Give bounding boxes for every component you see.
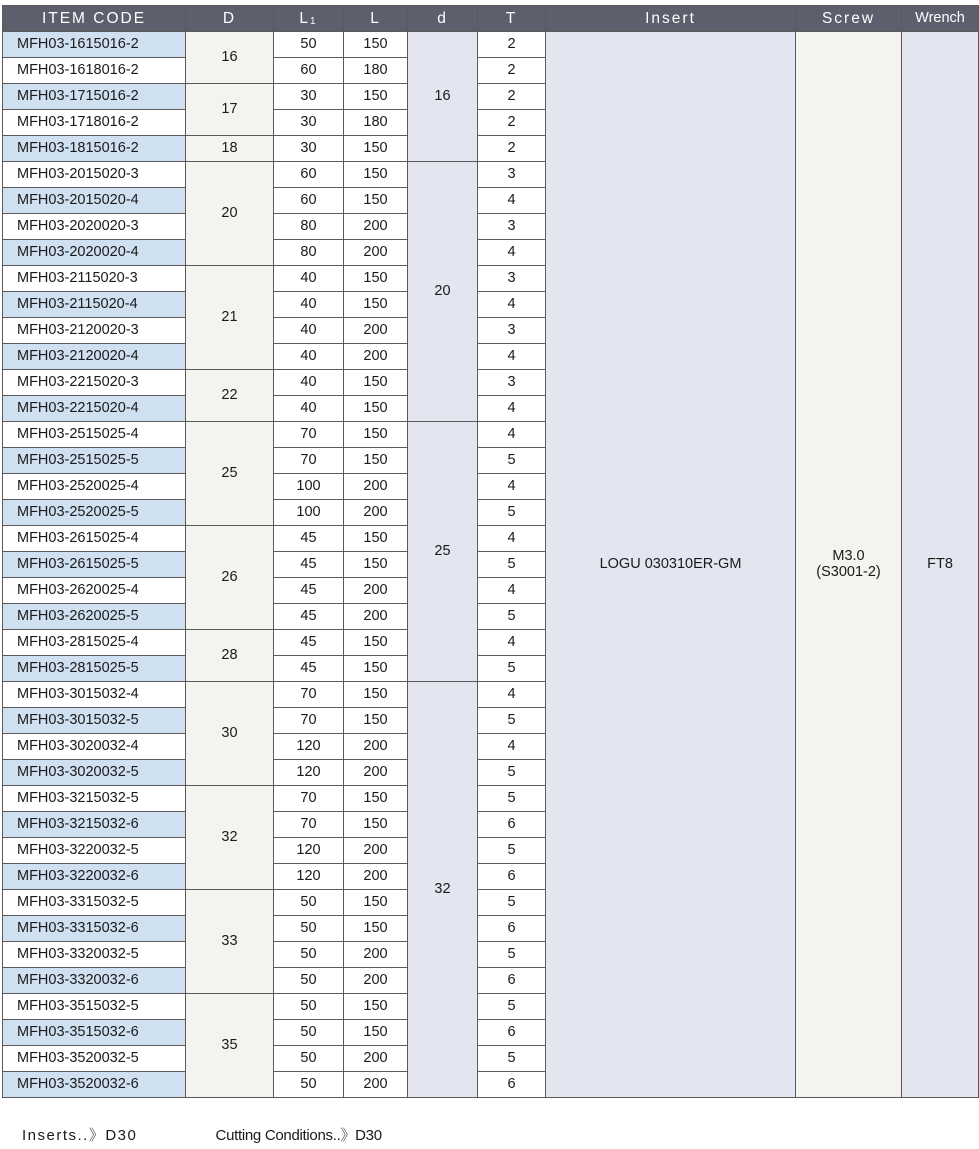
item-code-cell: MFH03-3215032-6: [3, 812, 186, 838]
teeth-T-cell: 4: [478, 630, 546, 656]
teeth-T-cell: 5: [478, 708, 546, 734]
teeth-T-cell: 3: [478, 214, 546, 240]
length-L1-cell: 60: [274, 58, 344, 84]
length-L-cell: 200: [344, 214, 408, 240]
diameter-D-cell: 28: [186, 630, 274, 682]
item-code-cell: MFH03-3320032-5: [3, 942, 186, 968]
teeth-T-cell: 4: [478, 292, 546, 318]
header-L: L: [344, 6, 408, 32]
spec-table: [2, 5, 979, 1098]
teeth-T-cell: 2: [478, 136, 546, 162]
length-L1-cell: 100: [274, 474, 344, 500]
length-L1-cell: 40: [274, 318, 344, 344]
length-L-cell: 150: [344, 162, 408, 188]
length-L-cell: 200: [344, 344, 408, 370]
length-L1-cell: 30: [274, 84, 344, 110]
length-L1-cell: 70: [274, 786, 344, 812]
item-code-cell: MFH03-2115020-3: [3, 266, 186, 292]
teeth-T-cell: 6: [478, 812, 546, 838]
teeth-T-cell: 4: [478, 578, 546, 604]
inserts-reference-link[interactable]: Inserts..》D30: [22, 1127, 138, 1144]
length-L-cell: 200: [344, 578, 408, 604]
length-L-cell: 200: [344, 500, 408, 526]
diameter-D-cell: 30: [186, 682, 274, 786]
item-code-cell: MFH03-3015032-5: [3, 708, 186, 734]
length-L-cell: 150: [344, 1020, 408, 1046]
shank-d-cell: 20: [408, 162, 478, 422]
length-L1-cell: 120: [274, 760, 344, 786]
teeth-T-cell: 5: [478, 1046, 546, 1072]
length-L-cell: 150: [344, 786, 408, 812]
table-row: [3, 32, 979, 58]
screw-part-number: (S3001-2): [816, 563, 881, 580]
length-L1-cell: 50: [274, 1020, 344, 1046]
length-L-cell: 180: [344, 110, 408, 136]
length-L-cell: 150: [344, 812, 408, 838]
length-L1-cell: 45: [274, 630, 344, 656]
teeth-T-cell: 5: [478, 786, 546, 812]
length-L1-cell: 70: [274, 682, 344, 708]
length-L-cell: 150: [344, 396, 408, 422]
item-code-cell: MFH03-3315032-6: [3, 916, 186, 942]
length-L-cell: 200: [344, 1072, 408, 1098]
length-L1-cell: 50: [274, 32, 344, 58]
length-L1-cell: 50: [274, 942, 344, 968]
diameter-D-cell: 35: [186, 994, 274, 1098]
length-L1-cell: 45: [274, 656, 344, 682]
length-L1-cell: 50: [274, 1046, 344, 1072]
item-code-cell: MFH03-2120020-4: [3, 344, 186, 370]
teeth-T-cell: 5: [478, 942, 546, 968]
teeth-T-cell: 4: [478, 344, 546, 370]
length-L1-cell: 70: [274, 812, 344, 838]
length-L1-cell: 120: [274, 864, 344, 890]
length-L-cell: 150: [344, 916, 408, 942]
item-code-cell: MFH03-2215020-4: [3, 396, 186, 422]
length-L1-cell: 45: [274, 604, 344, 630]
item-code-cell: MFH03-2520025-5: [3, 500, 186, 526]
item-code-cell: MFH03-1615016-2: [3, 32, 186, 58]
header-d: d: [408, 6, 478, 32]
teeth-T-cell: 5: [478, 890, 546, 916]
item-code-cell: MFH03-2515025-5: [3, 448, 186, 474]
item-code-cell: MFH03-3520032-6: [3, 1072, 186, 1098]
cutting-conditions-reference-link[interactable]: Cutting Conditions..》D30: [215, 1127, 382, 1144]
diameter-D-cell: 26: [186, 526, 274, 630]
item-code-cell: MFH03-2015020-3: [3, 162, 186, 188]
item-code-cell: MFH03-3520032-5: [3, 1046, 186, 1072]
length-L-cell: 200: [344, 760, 408, 786]
length-L1-cell: 40: [274, 370, 344, 396]
teeth-T-cell: 3: [478, 318, 546, 344]
teeth-T-cell: 5: [478, 448, 546, 474]
teeth-T-cell: 5: [478, 500, 546, 526]
length-L1-cell: 80: [274, 214, 344, 240]
teeth-T-cell: 5: [478, 656, 546, 682]
length-L-cell: 150: [344, 890, 408, 916]
length-L1-cell: 120: [274, 838, 344, 864]
teeth-T-cell: 4: [478, 240, 546, 266]
length-L1-cell: 40: [274, 396, 344, 422]
length-L-cell: 180: [344, 58, 408, 84]
item-code-cell: MFH03-2120020-3: [3, 318, 186, 344]
teeth-T-cell: 4: [478, 422, 546, 448]
teeth-T-cell: 2: [478, 110, 546, 136]
diameter-D-cell: 32: [186, 786, 274, 890]
teeth-T-cell: 4: [478, 526, 546, 552]
teeth-T-cell: 4: [478, 396, 546, 422]
item-code-cell: MFH03-2215020-3: [3, 370, 186, 396]
header-D: D: [186, 6, 274, 32]
item-code-cell: MFH03-2615025-5: [3, 552, 186, 578]
length-L1-cell: 80: [274, 240, 344, 266]
header-row: [3, 6, 979, 32]
teeth-T-cell: 6: [478, 1020, 546, 1046]
item-code-cell: MFH03-2615025-4: [3, 526, 186, 552]
teeth-T-cell: 5: [478, 552, 546, 578]
length-L1-cell: 50: [274, 890, 344, 916]
teeth-T-cell: 6: [478, 968, 546, 994]
item-code-cell: MFH03-3015032-4: [3, 682, 186, 708]
length-L1-cell: 45: [274, 578, 344, 604]
item-code-cell: MFH03-2020020-4: [3, 240, 186, 266]
header-T: T: [478, 6, 546, 32]
length-L-cell: 200: [344, 864, 408, 890]
diameter-D-cell: 17: [186, 84, 274, 136]
teeth-T-cell: 3: [478, 370, 546, 396]
item-code-cell: MFH03-3320032-6: [3, 968, 186, 994]
spec-body: [3, 32, 979, 1098]
header-L1-label: L: [299, 9, 311, 27]
diameter-D-cell: 33: [186, 890, 274, 994]
length-L-cell: 150: [344, 682, 408, 708]
teeth-T-cell: 2: [478, 58, 546, 84]
item-code-cell: MFH03-1718016-2: [3, 110, 186, 136]
teeth-T-cell: 5: [478, 994, 546, 1020]
teeth-T-cell: 6: [478, 864, 546, 890]
diameter-D-cell: 22: [186, 370, 274, 422]
teeth-T-cell: 3: [478, 266, 546, 292]
length-L1-cell: 50: [274, 968, 344, 994]
length-L1-cell: 50: [274, 1072, 344, 1098]
item-code-cell: MFH03-2115020-4: [3, 292, 186, 318]
length-L-cell: 200: [344, 942, 408, 968]
length-L-cell: 150: [344, 266, 408, 292]
length-L-cell: 200: [344, 604, 408, 630]
item-code-cell: MFH03-2620025-5: [3, 604, 186, 630]
teeth-T-cell: 4: [478, 188, 546, 214]
item-code-cell: MFH03-2020020-3: [3, 214, 186, 240]
item-code-cell: MFH03-2620025-4: [3, 578, 186, 604]
length-L1-cell: 30: [274, 110, 344, 136]
item-code-cell: MFH03-3515032-5: [3, 994, 186, 1020]
diameter-D-cell: 20: [186, 162, 274, 266]
length-L1-cell: 30: [274, 136, 344, 162]
length-L-cell: 150: [344, 32, 408, 58]
length-L-cell: 150: [344, 708, 408, 734]
length-L1-cell: 60: [274, 188, 344, 214]
length-L1-cell: 70: [274, 448, 344, 474]
length-L1-cell: 40: [274, 266, 344, 292]
teeth-T-cell: 2: [478, 84, 546, 110]
teeth-T-cell: 6: [478, 1072, 546, 1098]
item-code-cell: MFH03-2515025-4: [3, 422, 186, 448]
item-code-cell: MFH03-3315032-5: [3, 890, 186, 916]
wrench-cell: FT8: [902, 32, 979, 1098]
diameter-D-cell: 21: [186, 266, 274, 370]
footer: [22, 1124, 382, 1145]
teeth-T-cell: 4: [478, 734, 546, 760]
length-L1-cell: 40: [274, 292, 344, 318]
item-code-cell: MFH03-3020032-5: [3, 760, 186, 786]
length-L-cell: 150: [344, 188, 408, 214]
diameter-D-cell: 25: [186, 422, 274, 526]
length-L-cell: 150: [344, 84, 408, 110]
length-L1-cell: 100: [274, 500, 344, 526]
item-code-cell: MFH03-3515032-6: [3, 1020, 186, 1046]
length-L-cell: 150: [344, 656, 408, 682]
length-L-cell: 200: [344, 318, 408, 344]
length-L-cell: 200: [344, 474, 408, 500]
item-code-cell: MFH03-3020032-4: [3, 734, 186, 760]
length-L-cell: 200: [344, 734, 408, 760]
screw-size: M3.0: [832, 548, 865, 565]
length-L-cell: 150: [344, 526, 408, 552]
length-L-cell: 200: [344, 240, 408, 266]
length-L1-cell: 120: [274, 734, 344, 760]
item-code-cell: MFH03-2520025-4: [3, 474, 186, 500]
length-L1-cell: 40: [274, 344, 344, 370]
teeth-T-cell: 5: [478, 838, 546, 864]
shank-d-cell: 16: [408, 32, 478, 162]
teeth-T-cell: 2: [478, 32, 546, 58]
teeth-T-cell: 5: [478, 760, 546, 786]
length-L1-cell: 50: [274, 994, 344, 1020]
length-L-cell: 200: [344, 838, 408, 864]
item-code-cell: MFH03-3220032-5: [3, 838, 186, 864]
length-L-cell: 200: [344, 968, 408, 994]
header-insert: Insert: [546, 6, 796, 32]
shank-d-cell: 25: [408, 422, 478, 682]
length-L1-cell: 45: [274, 552, 344, 578]
length-L1-cell: 70: [274, 422, 344, 448]
length-L-cell: 150: [344, 370, 408, 396]
length-L-cell: 150: [344, 994, 408, 1020]
item-code-cell: MFH03-2015020-4: [3, 188, 186, 214]
shank-d-cell: 32: [408, 682, 478, 1098]
length-L1-cell: 70: [274, 708, 344, 734]
item-code-cell: MFH03-2815025-4: [3, 630, 186, 656]
item-code-cell: MFH03-3220032-6: [3, 864, 186, 890]
length-L-cell: 200: [344, 1046, 408, 1072]
header-L1: [274, 6, 344, 32]
screw-cell: [796, 32, 902, 1098]
diameter-D-cell: 18: [186, 136, 274, 162]
length-L-cell: 150: [344, 136, 408, 162]
header-item-code: ITEM CODE: [3, 6, 186, 32]
length-L1-cell: 50: [274, 916, 344, 942]
item-code-cell: MFH03-1715016-2: [3, 84, 186, 110]
teeth-T-cell: 3: [478, 162, 546, 188]
item-code-cell: MFH03-1618016-2: [3, 58, 186, 84]
length-L-cell: 150: [344, 552, 408, 578]
length-L-cell: 150: [344, 422, 408, 448]
teeth-T-cell: 4: [478, 682, 546, 708]
header-L1-subscript: 1: [310, 15, 318, 27]
item-code-cell: MFH03-1815016-2: [3, 136, 186, 162]
teeth-T-cell: 4: [478, 474, 546, 500]
item-code-cell: MFH03-2815025-5: [3, 656, 186, 682]
teeth-T-cell: 6: [478, 916, 546, 942]
length-L-cell: 150: [344, 448, 408, 474]
item-code-cell: MFH03-3215032-5: [3, 786, 186, 812]
header-wrench: Wrench: [902, 6, 979, 32]
insert-cell: LOGU 030310ER-GM: [546, 32, 796, 1098]
teeth-T-cell: 5: [478, 604, 546, 630]
length-L-cell: 150: [344, 630, 408, 656]
length-L1-cell: 45: [274, 526, 344, 552]
length-L-cell: 150: [344, 292, 408, 318]
diameter-D-cell: 16: [186, 32, 274, 84]
length-L1-cell: 60: [274, 162, 344, 188]
header-screw: Screw: [796, 6, 902, 32]
